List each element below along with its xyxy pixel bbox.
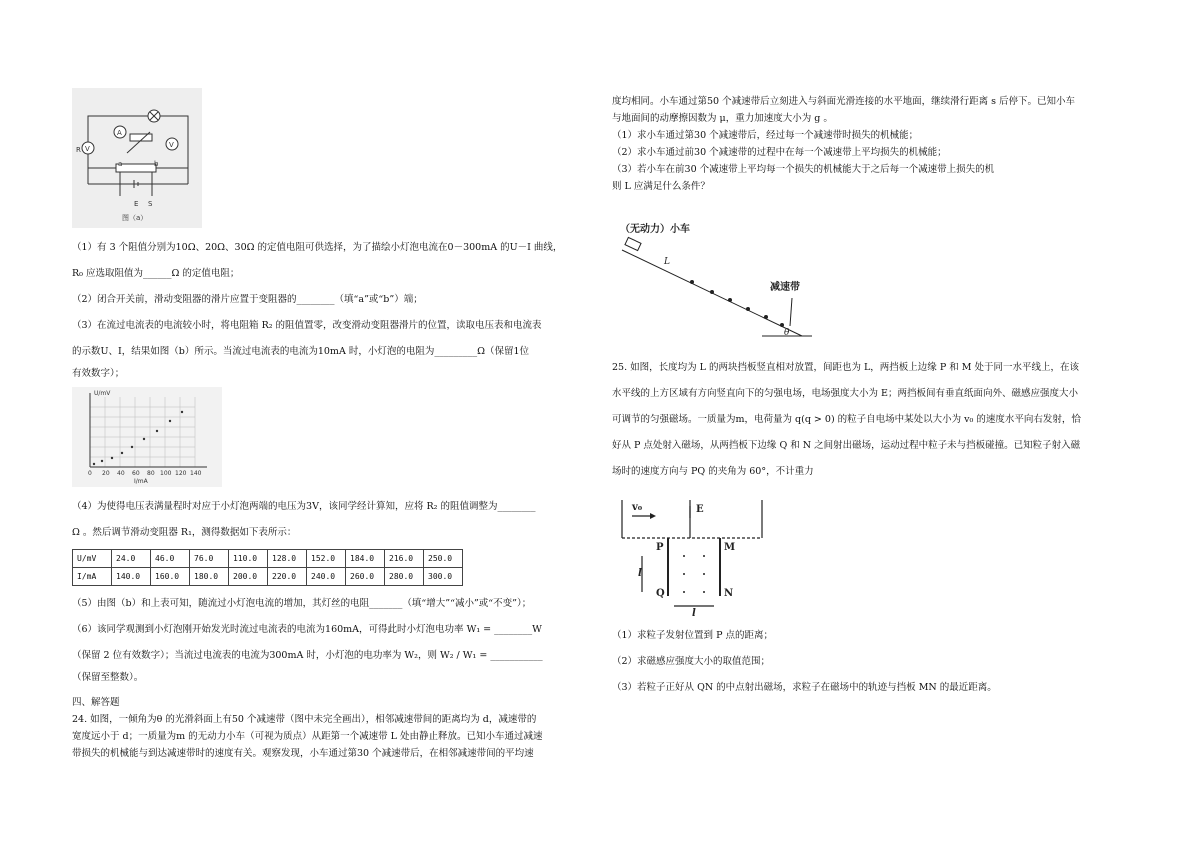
svg-text:P: P — [656, 542, 664, 553]
text-line: 24. 如图，一倾角为θ 的光滑斜面上有50 个减速带（图中未完全画出），相邻减速带间的距离均为 d，减速带的 — [72, 714, 537, 725]
svg-text:120: 120 — [175, 470, 187, 477]
text-line: 宽度远小于 d；一质量为m 的无动力小车（可视为质点）从距第一个减速带 L 处由静止释放。已知小车通过减速 — [72, 731, 543, 742]
svg-text:a: a — [118, 160, 123, 168]
svg-text:L: L — [664, 257, 670, 267]
left-column — [72, 88, 592, 763]
text-line: 与地面间的动摩擦因数为 μ，重力加速度大小为 g 。 — [612, 113, 833, 124]
table-cell: 216.0 — [385, 550, 424, 568]
text-line: （2）求磁感应强度大小的取值范围； — [612, 656, 771, 667]
text-line: 好从 P 点处射入磁场，从两挡板下边缘 Q 和 N 之间射出磁场，运动过程中粒子未与挡板碰撞。已知粒子射入磁 — [612, 440, 1081, 451]
svg-text:b: b — [154, 160, 159, 168]
table-cell: 240.0 — [307, 568, 346, 586]
svg-text:θ: θ — [784, 328, 790, 338]
text-line: （2）求小车通过前30 个减速带的过程中在每一个减速带上平均损失的机械能； — [612, 147, 947, 158]
svg-text:80: 80 — [147, 470, 155, 477]
graph-x-label: I/mA — [134, 478, 148, 485]
text-line: （2）闭合开关前，滑动变阻器的滑片应置于变阻器的________（填“a”或“b”）端； — [72, 294, 423, 305]
text-line: 度均相同。小车通过第50 个减速带后立刻进入与斜面光滑连接的水平地面，继续滑行距离 s 后停下。已知小车 — [612, 96, 1076, 107]
text-line: 则 L 应满足什么条件？ — [612, 181, 710, 192]
text-line: （4）为使得电压表满量程时对应于小灯泡两端的电压为3V，该同学经计算知，应将 R₂ 的阻值调整为________ — [72, 501, 536, 512]
text-line: 水平线的上方区域有方向竖直向下的匀强电场，电场强度大小为 E；两挡板间有垂直纸面向外、磁感应强度大小 — [612, 388, 1078, 399]
table-cell: I/mA — [73, 568, 112, 586]
svg-text:V: V — [169, 141, 174, 149]
svg-text:l: l — [692, 608, 696, 616]
speed-bump-label: 减速带 — [770, 282, 800, 293]
table-cell: 180.0 — [190, 568, 229, 586]
text-line: （1）求小车通过第30 个减速带后，经过每一个减速带时损失的机械能； — [612, 130, 919, 141]
right-column — [612, 92, 1132, 702]
table-cell: 160.0 — [151, 568, 190, 586]
svg-text:l: l — [638, 568, 642, 579]
table-row — [73, 550, 463, 568]
ui-graph — [72, 387, 222, 487]
table-cell: 46.0 — [151, 550, 190, 568]
text-line: （1）求粒子发射位置到 P 点的距离； — [612, 630, 773, 641]
table-row — [73, 568, 463, 586]
svg-text:100: 100 — [160, 470, 172, 477]
text-line: 场时的速度方向与 PQ 的夹角为 60°，不计重力 — [612, 466, 814, 477]
svg-text:0: 0 — [88, 470, 92, 477]
text-line: 的示数U、I，结果如图（b）所示。当流过电流表的电流为10mA 时，小灯泡的电阻为_________Ω（保留1位 — [72, 346, 529, 357]
table-cell: 184.0 — [346, 550, 385, 568]
table-cell: 300.0 — [424, 568, 463, 586]
svg-text:M: M — [724, 542, 736, 553]
svg-text:140: 140 — [190, 470, 202, 477]
table-cell: 152.0 — [307, 550, 346, 568]
text-line: 有效数字）； — [72, 368, 125, 379]
incline-diagram — [612, 218, 822, 348]
section-title: 四、解答题 — [72, 697, 120, 708]
text-line: （3）若粒子正好从 QN 的中点射出磁场，求粒子在磁场中的轨迹与挡板 MN 的最近距离。 — [612, 682, 997, 693]
text-line: 25. 如图，长度均为 L 的两块挡板竖直相对放置，间距也为 L，两挡板上边缘 P 和 M 处于同一水平线上，在该 — [612, 362, 1080, 373]
table-cell: 140.0 — [112, 568, 151, 586]
svg-text:N: N — [724, 588, 734, 599]
svg-text:60: 60 — [132, 470, 140, 477]
svg-text:E: E — [696, 504, 704, 515]
fig-a-caption: 图（a） — [122, 214, 148, 222]
text-line: （3）在流过电流表的电流较小时，将电阻箱 R₂ 的阻值置零，改变滑动变阻器滑片的位置，读取电压表和电流表 — [72, 320, 542, 331]
table-cell: 24.0 — [112, 550, 151, 568]
svg-text:A: A — [117, 129, 122, 137]
text-line: R₀ 应选取阻值为______Ω 的定值电阻； — [72, 268, 240, 279]
question-1-3 — [72, 236, 592, 381]
incline-title: （无动力）小车 — [620, 224, 690, 235]
graph-y-label: U/mV — [94, 390, 111, 397]
table-cell: 260.0 — [346, 568, 385, 586]
svg-text:S: S — [148, 200, 153, 208]
circuit-diagram — [72, 88, 202, 228]
data-table — [72, 549, 463, 586]
text-line: （保留至整数）。 — [72, 672, 144, 683]
svg-text:R: R — [76, 146, 81, 154]
svg-text:V: V — [85, 145, 90, 153]
plates-field-diagram — [612, 496, 772, 616]
table-cell: 76.0 — [190, 550, 229, 568]
table-cell: 250.0 — [424, 550, 463, 568]
svg-text:E: E — [134, 200, 139, 208]
table-cell: 280.0 — [385, 568, 424, 586]
svg-text:20: 20 — [102, 470, 110, 477]
text-line: （6）该同学观测到小灯泡刚开始发光时流过电流表的电流为160mA，可得此时小灯泡电功率 W₁ = ________W — [72, 624, 542, 635]
table-cell: 128.0 — [268, 550, 307, 568]
table-cell: 110.0 — [229, 550, 268, 568]
text-line: （保留 2 位有效数字）；当流过电流表的电流为300mA 时，小灯泡的电功率为 W₂，则 W₂ / W₁ = ___________ — [72, 650, 543, 661]
text-line: （3）若小车在前30 个减速带上平均每一个损失的机械能大于之后每一个减速带上损失的机 — [612, 164, 995, 175]
table-cell: 200.0 — [229, 568, 268, 586]
table-cell: 220.0 — [268, 568, 307, 586]
text-line: （5）由图（b）和上表可知，随流过小灯泡电流的增加，其灯丝的电阻_______（填“增大”“减小”或“不变”）； — [72, 598, 532, 609]
text-line: 可调节的匀强磁场。一质量为m，电荷量为 q(q > 0) 的粒子自电场中某处以大小为 v₀ 的速度水平向右发射，恰 — [612, 414, 1081, 425]
text-line: （1）有 3 个阻值分别为10Ω、20Ω、30Ω 的定值电阻可供选择，为了描绘小灯泡电流在0－300mA 的U－I 曲线， — [72, 242, 563, 253]
svg-text:40: 40 — [117, 470, 125, 477]
svg-text:v₀: v₀ — [632, 502, 643, 513]
text-line: Ω 。然后调节滑动变阻器 R₁，测得数据如下表所示： — [72, 527, 297, 538]
text-line: 带损失的机械能与到达减速带时的速度有关。观察发现，小车通过第30 个减速带后，在相邻减速带间的平均速 — [72, 748, 534, 759]
table-cell: U/mV — [73, 550, 112, 568]
svg-text:Q: Q — [656, 588, 665, 599]
